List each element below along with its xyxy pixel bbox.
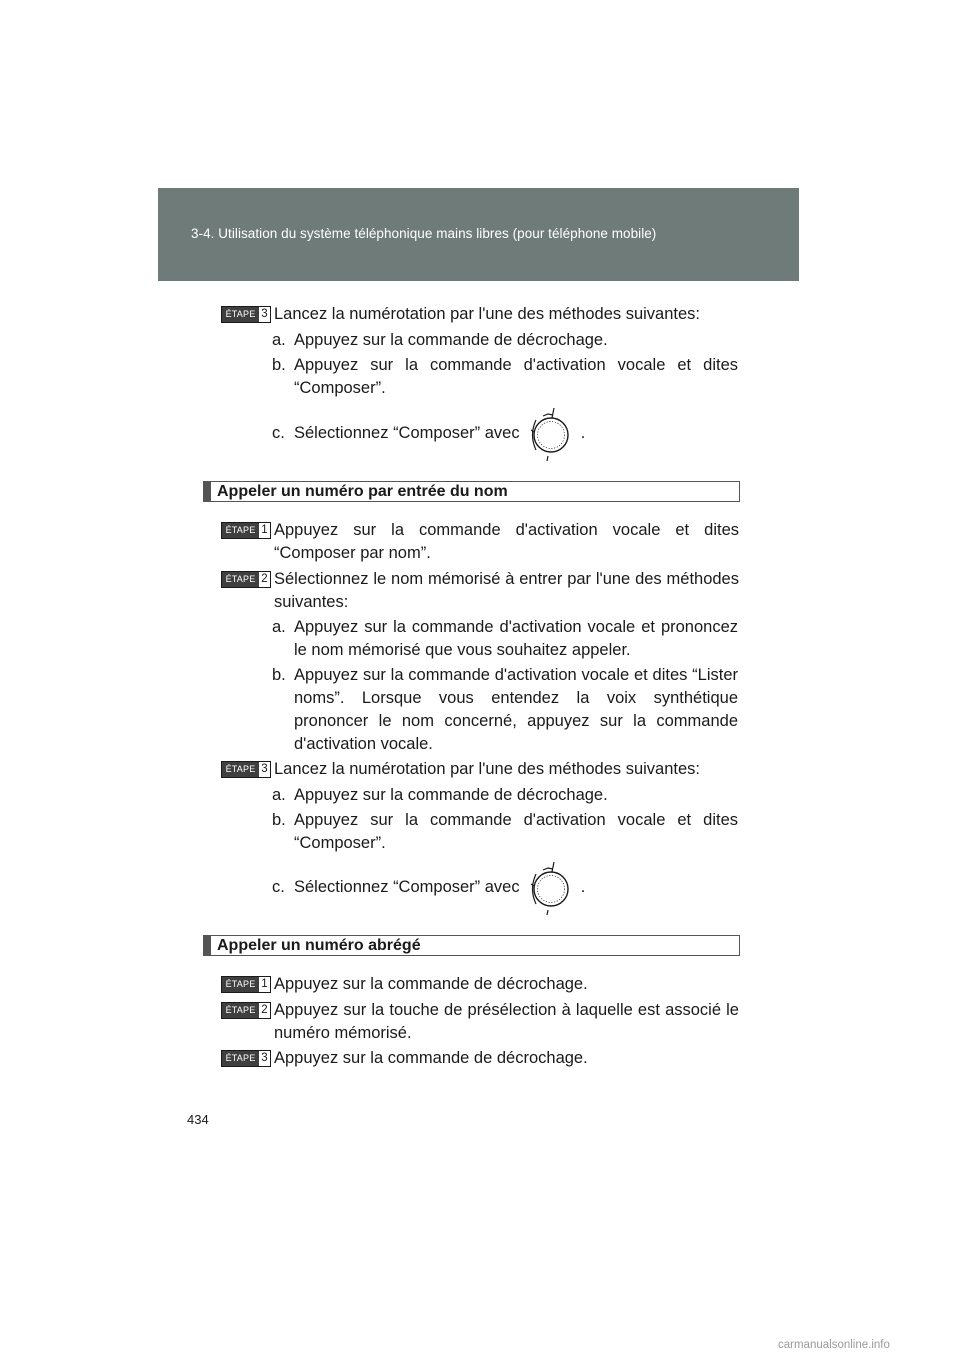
controller-knob-icon (526, 406, 574, 462)
step-3 (221, 758, 739, 781)
watermark: carmanualsonline.info (778, 1339, 890, 1351)
step-text: Appuyez sur la touche de présélection à laquelle est associé le numéro mémorisé. (274, 1001, 739, 1042)
section-heading (203, 935, 740, 956)
step-badge: ÉTAPE 3 (221, 761, 271, 778)
option-a: a. Appuyez sur la commande de décrochage. (272, 786, 608, 804)
step-2 (221, 568, 739, 614)
step-badge: ÉTAPE 3 (221, 306, 271, 323)
option-b: b. Appuyez sur la commande d'activation vocale et dites “Composer”. (272, 356, 738, 397)
step-text: Lancez la numérotation par l'une des méthodes suivantes: (274, 305, 700, 323)
section-title: Appeler un numéro par entrée du nom (217, 483, 508, 500)
step-text: Lancez la numérotation par l'une des méthodes suivantes: (274, 760, 700, 778)
option-b: b. Appuyez sur la commande d'activation vocale et dites “Lister noms”. Lorsque vous entendez la voix synthétique prononcer le nom concerné, appuyez sur la commande d'activation vocale. (272, 666, 738, 753)
step-1 (221, 519, 739, 565)
step-badge: ÉTAPE 3 (221, 1050, 271, 1067)
step-text: Appuyez sur la commande de décrochage. (274, 975, 588, 993)
option-c: c. Sélectionnez “Composer” avec . (272, 859, 738, 916)
chapter-header (158, 188, 799, 281)
step-2 (221, 999, 739, 1045)
step-badge: ÉTAPE 2 (221, 1002, 271, 1019)
option-a: a. Appuyez sur la commande d'activation vocale et prononcez le nom mémorisé que vous souhaitez appeler. (272, 618, 738, 659)
option-c: c. Sélectionnez “Composer” avec . (272, 405, 738, 462)
step-text: Sélectionnez le nom mémorisé à entrer par l'une des méthodes suivantes: (274, 570, 739, 611)
step-text: Appuyez sur la commande d'activation vocale et dites “Composer par nom”. (274, 521, 739, 562)
step-text: Appuyez sur la commande de décrochage. (274, 1049, 588, 1067)
option-b: b. Appuyez sur la commande d'activation vocale et dites “Composer”. (272, 811, 738, 852)
section-heading (203, 481, 740, 502)
controller-knob-icon (526, 860, 574, 916)
option-a: a. Appuyez sur la commande de décrochage. (272, 331, 608, 349)
step-badge: ÉTAPE 1 (221, 976, 271, 993)
step-3 (221, 1047, 739, 1070)
step-badge: ÉTAPE 1 (221, 522, 271, 539)
step-1 (221, 973, 739, 996)
chapter-title: 3-4. Utilisation du système téléphonique mains libres (pour téléphone mobile) (191, 226, 657, 241)
step-badge: ÉTAPE 2 (221, 571, 271, 588)
section-title: Appeler un numéro abrégé (217, 937, 421, 954)
step-3 (221, 303, 739, 326)
page-number: 434 (187, 1112, 209, 1127)
